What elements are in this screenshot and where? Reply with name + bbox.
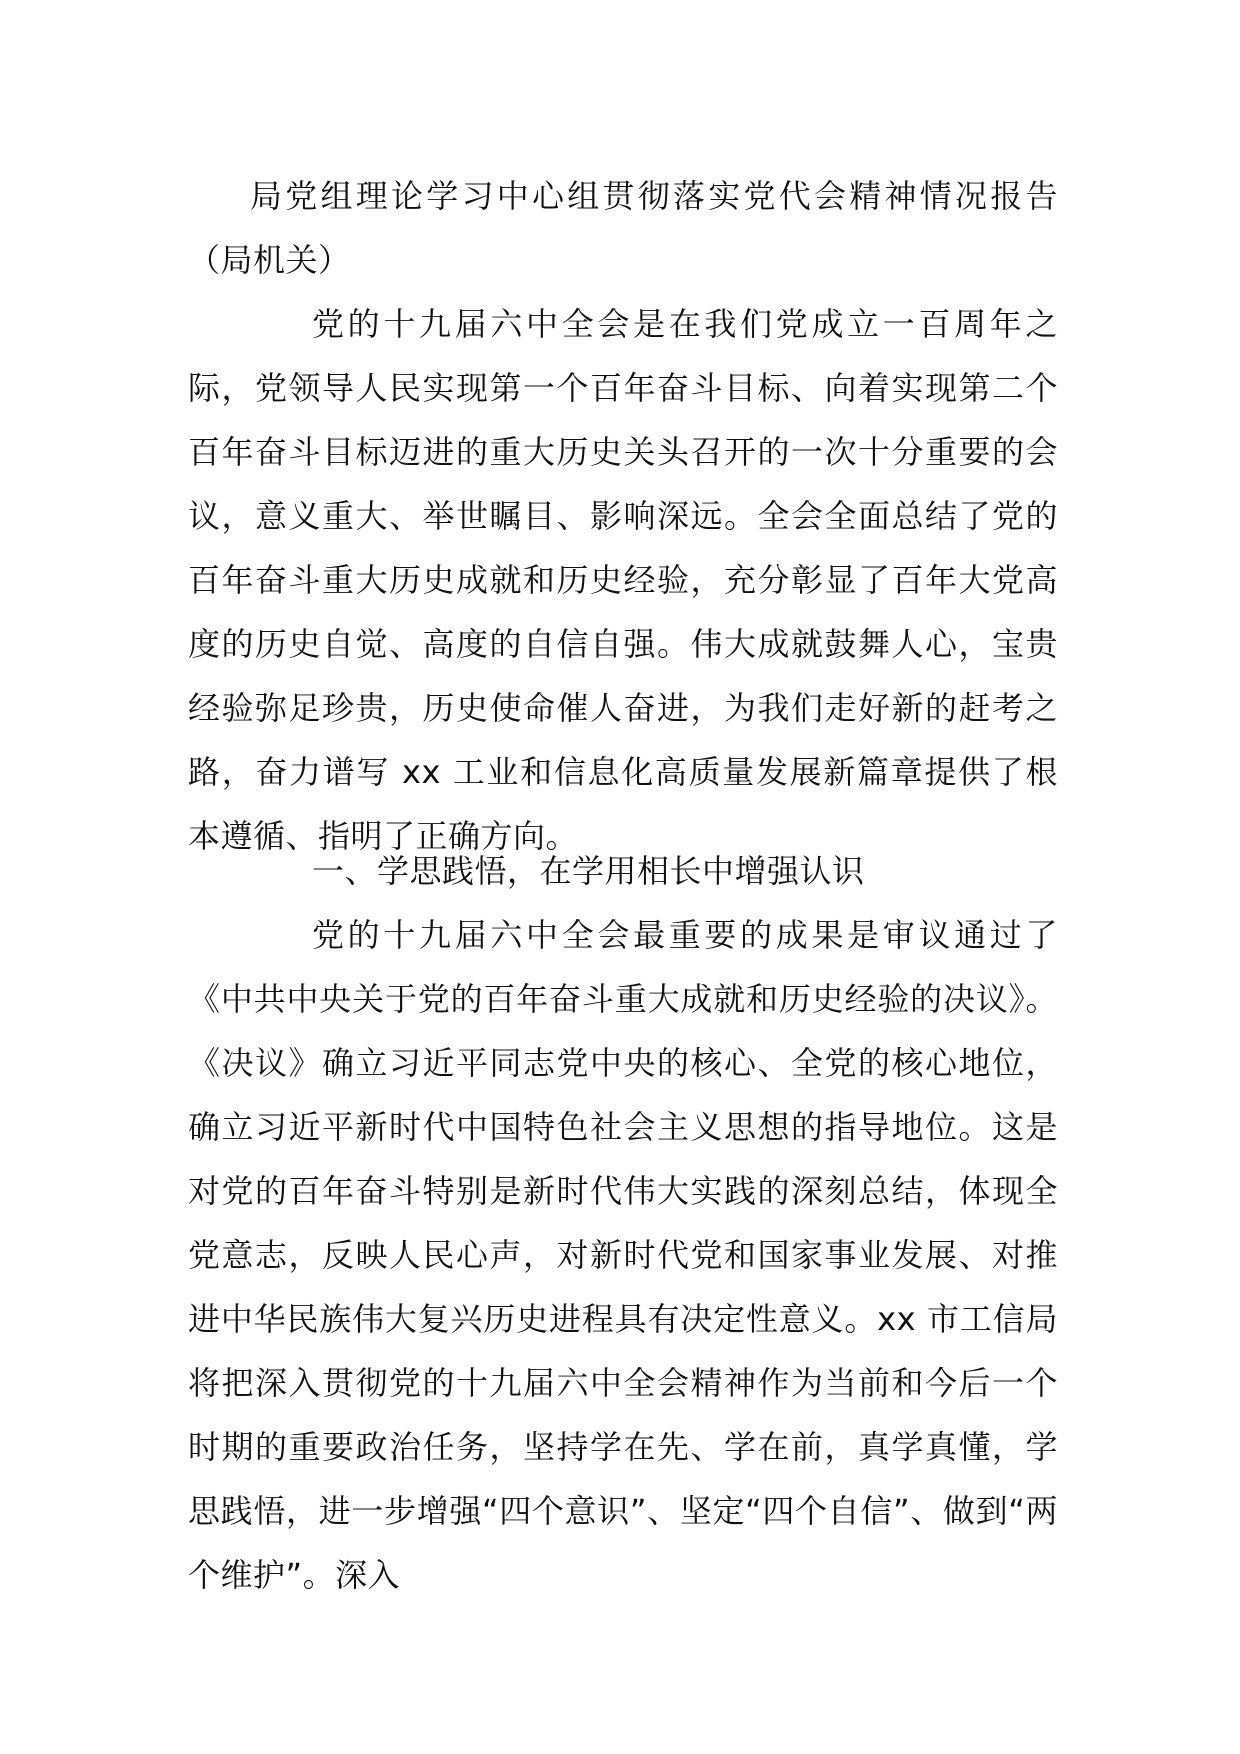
body-paragraph-2: 党的十九届六中全会最重要的成果是审议通过了《中共中央关于党的百年奋斗重大成就和历史经验的决议》。《决议》确立习近平同志党中央的核心、全党的核心地位，确立习近平新时代中国特色社会主义思想的指导地位。这是对党的百年奋斗特别是新时代伟大实践的深刻总结，体现全党意志，反映人民心声，对新时代党和国家事业发展、对推进中华民族伟大复兴历史进程具有决定性意义。xx 市工信局将把深入贯彻党的十九届六中全会精神作为当前和今后一个时期的重要政治任务，坚持学在先、学在前，真学真懂，学思践悟，进一步增强“四个意识”、坚定“四个自信”、做到“两个维护”。深入 bbox=[188, 916, 1058, 1594]
section-heading-1: 一、学思践悟，在学用相长中增强认识 bbox=[312, 852, 865, 890]
document-title: 局党组理论学习中心组贯彻落实党代会精神情况报告（局机关） bbox=[188, 177, 1058, 279]
body-paragraph-1: 党的十九届六中全会是在我们党成立一百周年之际，党领导人民实现第一个百年奋斗目标、向着实现第二个百年奋斗目标迈进的重大历史关头召开的一次十分重要的会议，意义重大、举世瞩目、影响深远。全会全面总结了党的百年奋斗重大历史成就和历史经验，充分彰显了百年大党高度的历史自觉、高度的自信自强。伟大成就鼓舞人心，宝贵经验弥足珍贵，历史使命催人奋进，为我们走好新的赶考之路，奋力谱写 xx 工业和信息化高质量发展新篇章提供了根本遵循、指明了正确方向。 bbox=[188, 305, 1058, 855]
